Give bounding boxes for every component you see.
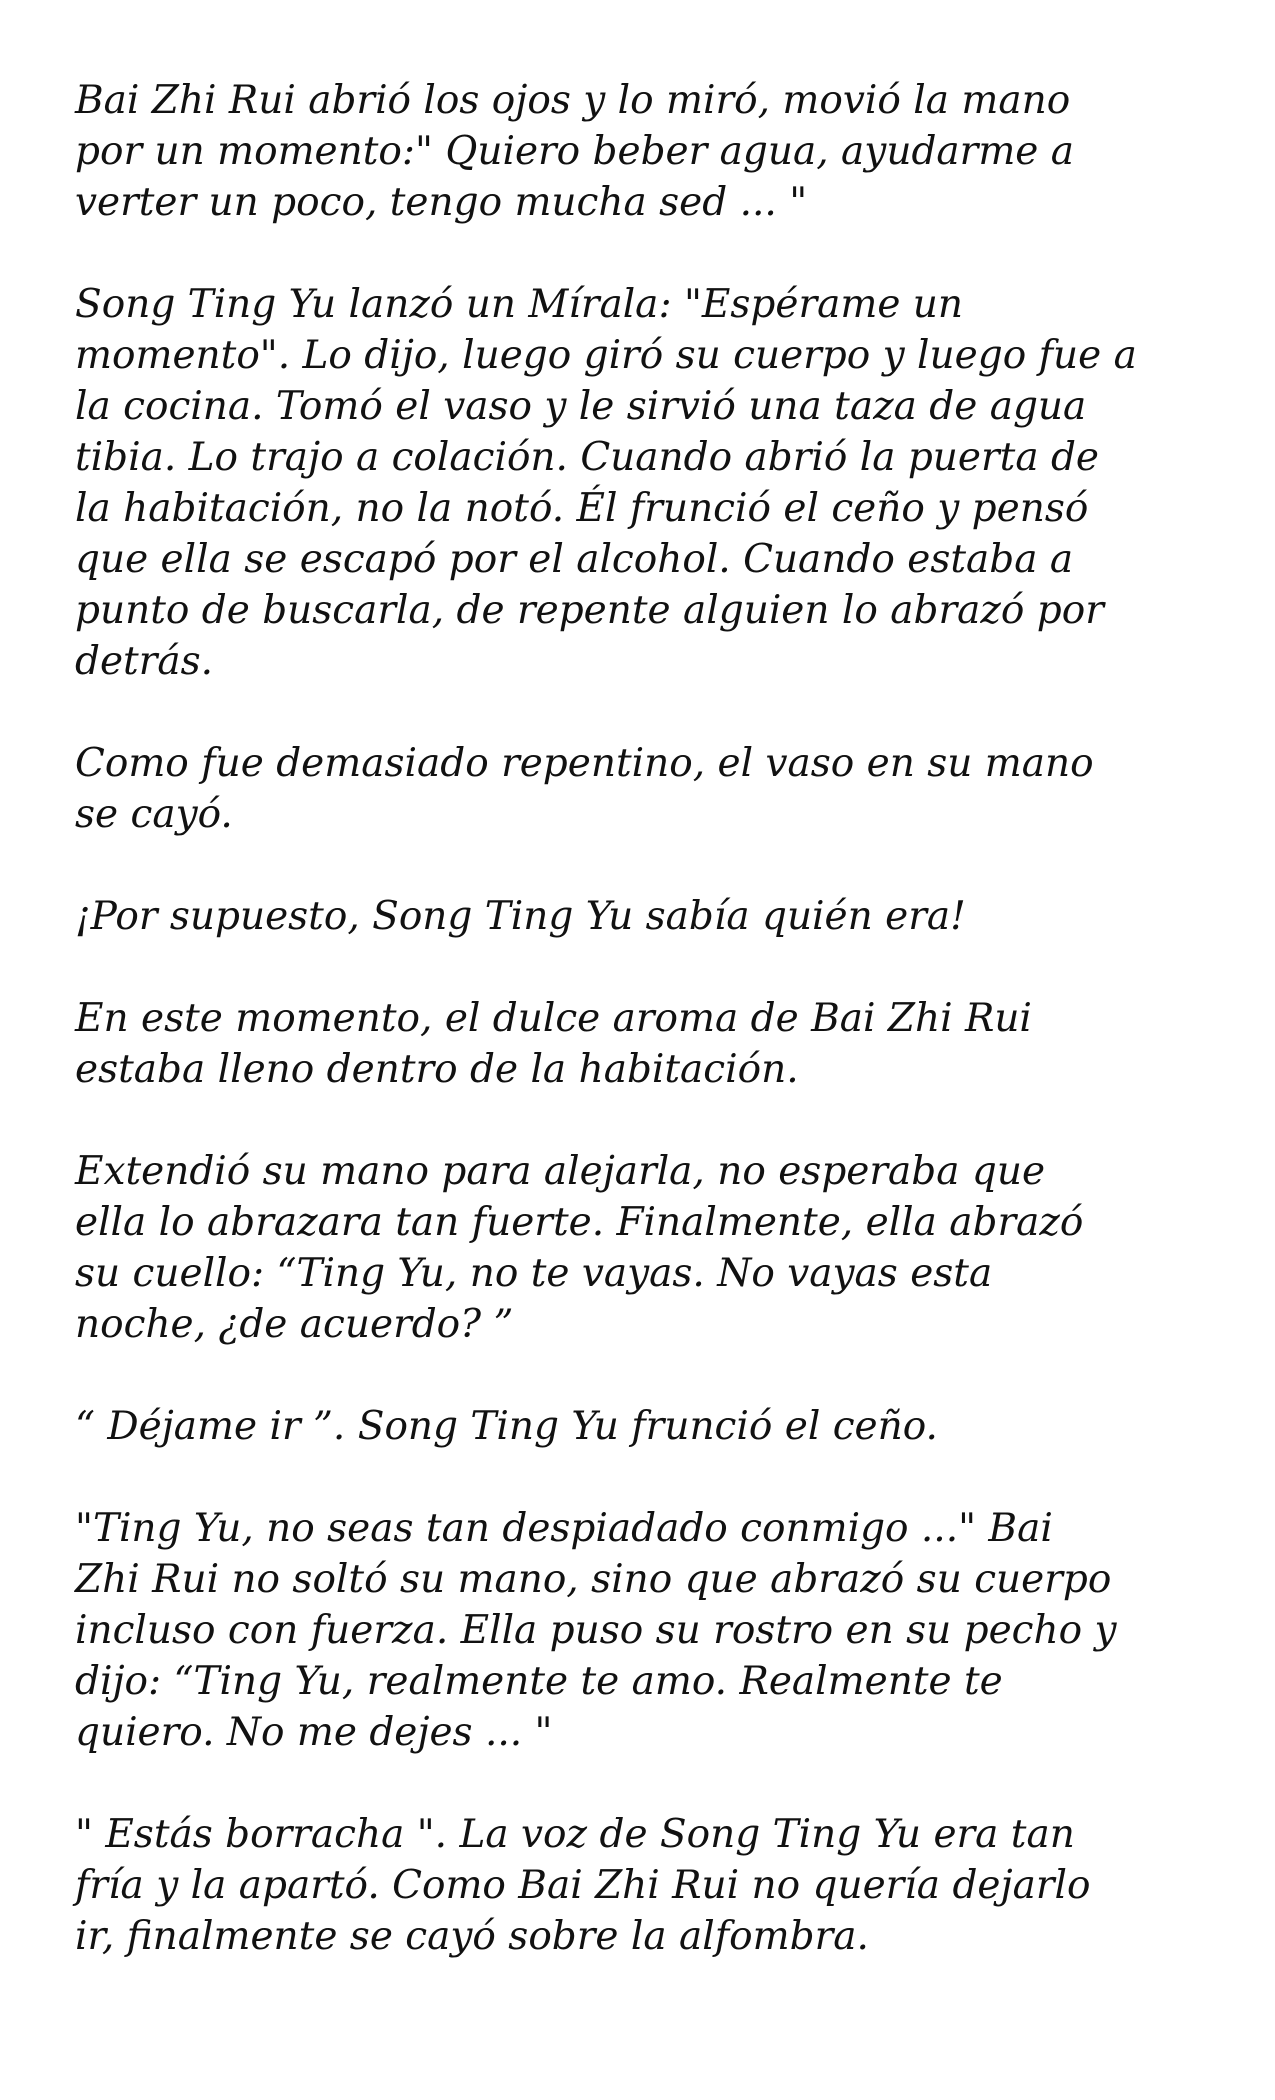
paragraph-1: [75, 75, 1235, 228]
text-line: estaba lleno dentro de la habitación.: [75, 1047, 799, 1092]
text-line: dijo: “Ting Yu, realmente te amo. Realmente te: [75, 1659, 1003, 1704]
text-line: ¡Por supuesto, Song Ting Yu sabía quién era!: [75, 894, 966, 939]
text-line: su cuello: “Ting Yu, no te vayas. No vayas esta: [75, 1251, 993, 1296]
text-line: por un momento:" Quiero beber agua, ayudarme a: [75, 129, 1075, 174]
paragraph-6: [75, 1146, 1235, 1350]
paragraph-9: [75, 1809, 1235, 1962]
text-line: Extendió su mano para alejarla, no esperaba que: [75, 1149, 1046, 1194]
text-line: tibia. Lo trajo a colación. Cuando abrió la puerta de: [75, 435, 1100, 480]
text-line: Zhi Rui no soltó su mano, sino que abrazó su cuerpo: [75, 1557, 1112, 1602]
text-line: En este momento, el dulce aroma de Bai Zhi Rui: [75, 996, 1032, 1041]
text-line: Bai Zhi Rui abrió los ojos y lo miró, movió la mano: [75, 78, 1071, 123]
text-line: ella lo abrazara tan fuerte. Finalmente, ella abrazó: [75, 1200, 1084, 1245]
text-line: " Estás borracha ". La voz de Song Ting Yu era tan: [75, 1812, 1075, 1857]
paragraph-5: [75, 993, 1235, 1095]
text-line: momento". Lo dijo, luego giró su cuerpo y luego fue a: [75, 333, 1137, 378]
text-line: “ Déjame ir ”. Song Ting Yu frunció el ceño.: [75, 1404, 938, 1449]
text-line: incluso con fuerza. Ella puso su rostro en su pecho y: [75, 1608, 1117, 1653]
paragraph-8: [75, 1503, 1235, 1758]
document-body: [75, 75, 1235, 1962]
text-line: que ella se escapó por el alcohol. Cuando estaba a: [75, 537, 1074, 582]
text-line: detrás.: [75, 639, 214, 684]
text-line: Song Ting Yu lanzó un Mírala: "Espérame un: [75, 282, 964, 327]
text-line: noche, ¿de acuerdo? ”: [75, 1302, 514, 1347]
paragraph-4: [75, 891, 1235, 942]
text-line: la habitación, no la notó. Él frunció el ceño y pensó: [75, 486, 1089, 531]
text-line: "Ting Yu, no seas tan despiadado conmigo ..." Bai: [75, 1506, 1053, 1551]
text-line: fría y la apartó. Como Bai Zhi Rui no quería dejarlo: [75, 1863, 1091, 1908]
paragraph-7: [75, 1401, 1235, 1452]
text-line: ir, finalmente se cayó sobre la alfombra.: [75, 1914, 869, 1959]
text-line: punto de buscarla, de repente alguien lo abrazó por: [75, 588, 1104, 633]
paragraph-3: [75, 738, 1235, 840]
text-line: la cocina. Tomó el vaso y le sirvió una taza de agua: [75, 384, 1087, 429]
text-line: quiero. No me dejes ... ": [75, 1710, 553, 1755]
text-line: verter un poco, tengo mucha sed ... ": [75, 180, 808, 225]
text-line: Como fue demasiado repentino, el vaso en su mano: [75, 741, 1094, 786]
text-line: se cayó.: [75, 792, 233, 837]
paragraph-2: [75, 279, 1235, 687]
